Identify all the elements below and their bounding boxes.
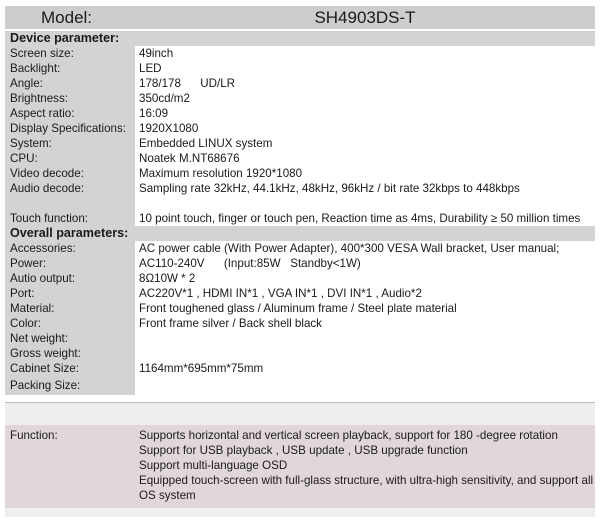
device-section-fill (135, 31, 595, 46)
model-value: SH4903DS-T (314, 8, 416, 27)
spec-label-touch-function: Touch function: (5, 211, 135, 226)
function-value (135, 425, 595, 508)
function-line: Support for USB playback , USB update , USB upgrade function (139, 444, 468, 457)
function-label: Function: (5, 425, 135, 508)
spec-value-backlight: LED (135, 61, 595, 76)
model-label: Model: (41, 8, 93, 27)
spec-value-packing-size (135, 378, 595, 395)
spec-value-cpu: Noatek M.NT68676 (135, 151, 595, 166)
spec-value-video-decode: Maximum resolution 1920*1080 (135, 166, 595, 181)
function-row (5, 425, 595, 508)
spec-value-color: Front frame silver / Back shell black (135, 316, 595, 331)
spec-value-port: AC220V*1 , HDMI IN*1 , VGA IN*1 , DVI IN*1 , Audio*2 (135, 286, 595, 301)
spec-label-display-specs: Display Specifications: (5, 121, 135, 136)
spec-label-screen-size: Screen size: (5, 46, 135, 61)
overall-section-title: Overall parameters: (5, 226, 135, 241)
spec-label-port: Port: (5, 286, 135, 301)
device-section-title: Device parameter: (5, 31, 135, 46)
spec-value-system: Embedded LINUX system (135, 136, 595, 151)
model-header (5, 6, 595, 29)
spec-value-audio-decode: Sampling rate 32kHz, 44.1kHz, 48kHz, 96kHz / bit rate 32kbps to 448kbps (135, 181, 595, 211)
function-line: Equipped touch-screen with full-glass structure, with ultra-high sensitivity, and support all OS system (139, 474, 594, 502)
spec-label-gross-weight: Gross weight: (5, 346, 135, 361)
spec-label-system: System: (5, 136, 135, 151)
spec-label-backlight: Backlight: (5, 61, 135, 76)
spec-label-brightness: Brightness: (5, 91, 135, 106)
spec-value-brightness: 350cd/m2 (135, 91, 595, 106)
spec-label-audio-decode: Audio decode: (5, 181, 135, 211)
spec-label-video-decode: Video decode: (5, 166, 135, 181)
spec-value-audio-output: 8Ω10W * 2 (135, 271, 595, 286)
spec-value-power: AC110-240V (Input:85W Standby<1W) (135, 256, 595, 271)
spec-label-angle: Angle: (5, 76, 135, 91)
spec-value-material: Front toughened glass / Aluminum frame / Steel plate material (135, 301, 595, 316)
spec-label-aspect-ratio: Aspect ratio: (5, 106, 135, 121)
spec-label-packing-size: Packing Size: (5, 378, 135, 395)
spec-value-display-specs: 1920X1080 (135, 121, 595, 136)
spec-value-net-weight (135, 331, 595, 346)
spec-label-net-weight: Net weight: (5, 331, 135, 346)
function-line: Supports horizontal and vertical screen playback, support for 180 -degree rotation (139, 429, 558, 442)
spec-value-cabinet-size: 1164mm*695mm*75mm (135, 361, 595, 378)
spec-label-accessories: Accessories: (5, 241, 135, 256)
spec-value-aspect-ratio: 16:09 (135, 106, 595, 121)
function-line: Support multi-language OSD (139, 459, 288, 472)
spec-value-accessories: AC power cable (With Power Adapter), 400*300 VESA Wall bracket, User manual; (135, 241, 595, 256)
spec-label-cpu: CPU: (5, 151, 135, 166)
spec-label-power: Power: (5, 256, 135, 271)
spec-value-angle: 178/178 UD/LR (135, 76, 595, 91)
spec-value-gross-weight (135, 346, 595, 361)
spec-label-material: Material: (5, 301, 135, 316)
spec-table (5, 31, 595, 395)
spec-label-audio-output: Autio output: (5, 271, 135, 286)
overall-section-fill (135, 226, 595, 241)
spec-value-screen-size: 49inch (135, 46, 595, 61)
spec-label-cabinet-size: Cabinet Size: (5, 361, 135, 378)
spec-value-touch-function: 10 point touch, finger or touch pen, Reaction time as 4ms, Durability ≥ 50 million times (135, 211, 595, 226)
spec-label-color: Color: (5, 316, 135, 331)
